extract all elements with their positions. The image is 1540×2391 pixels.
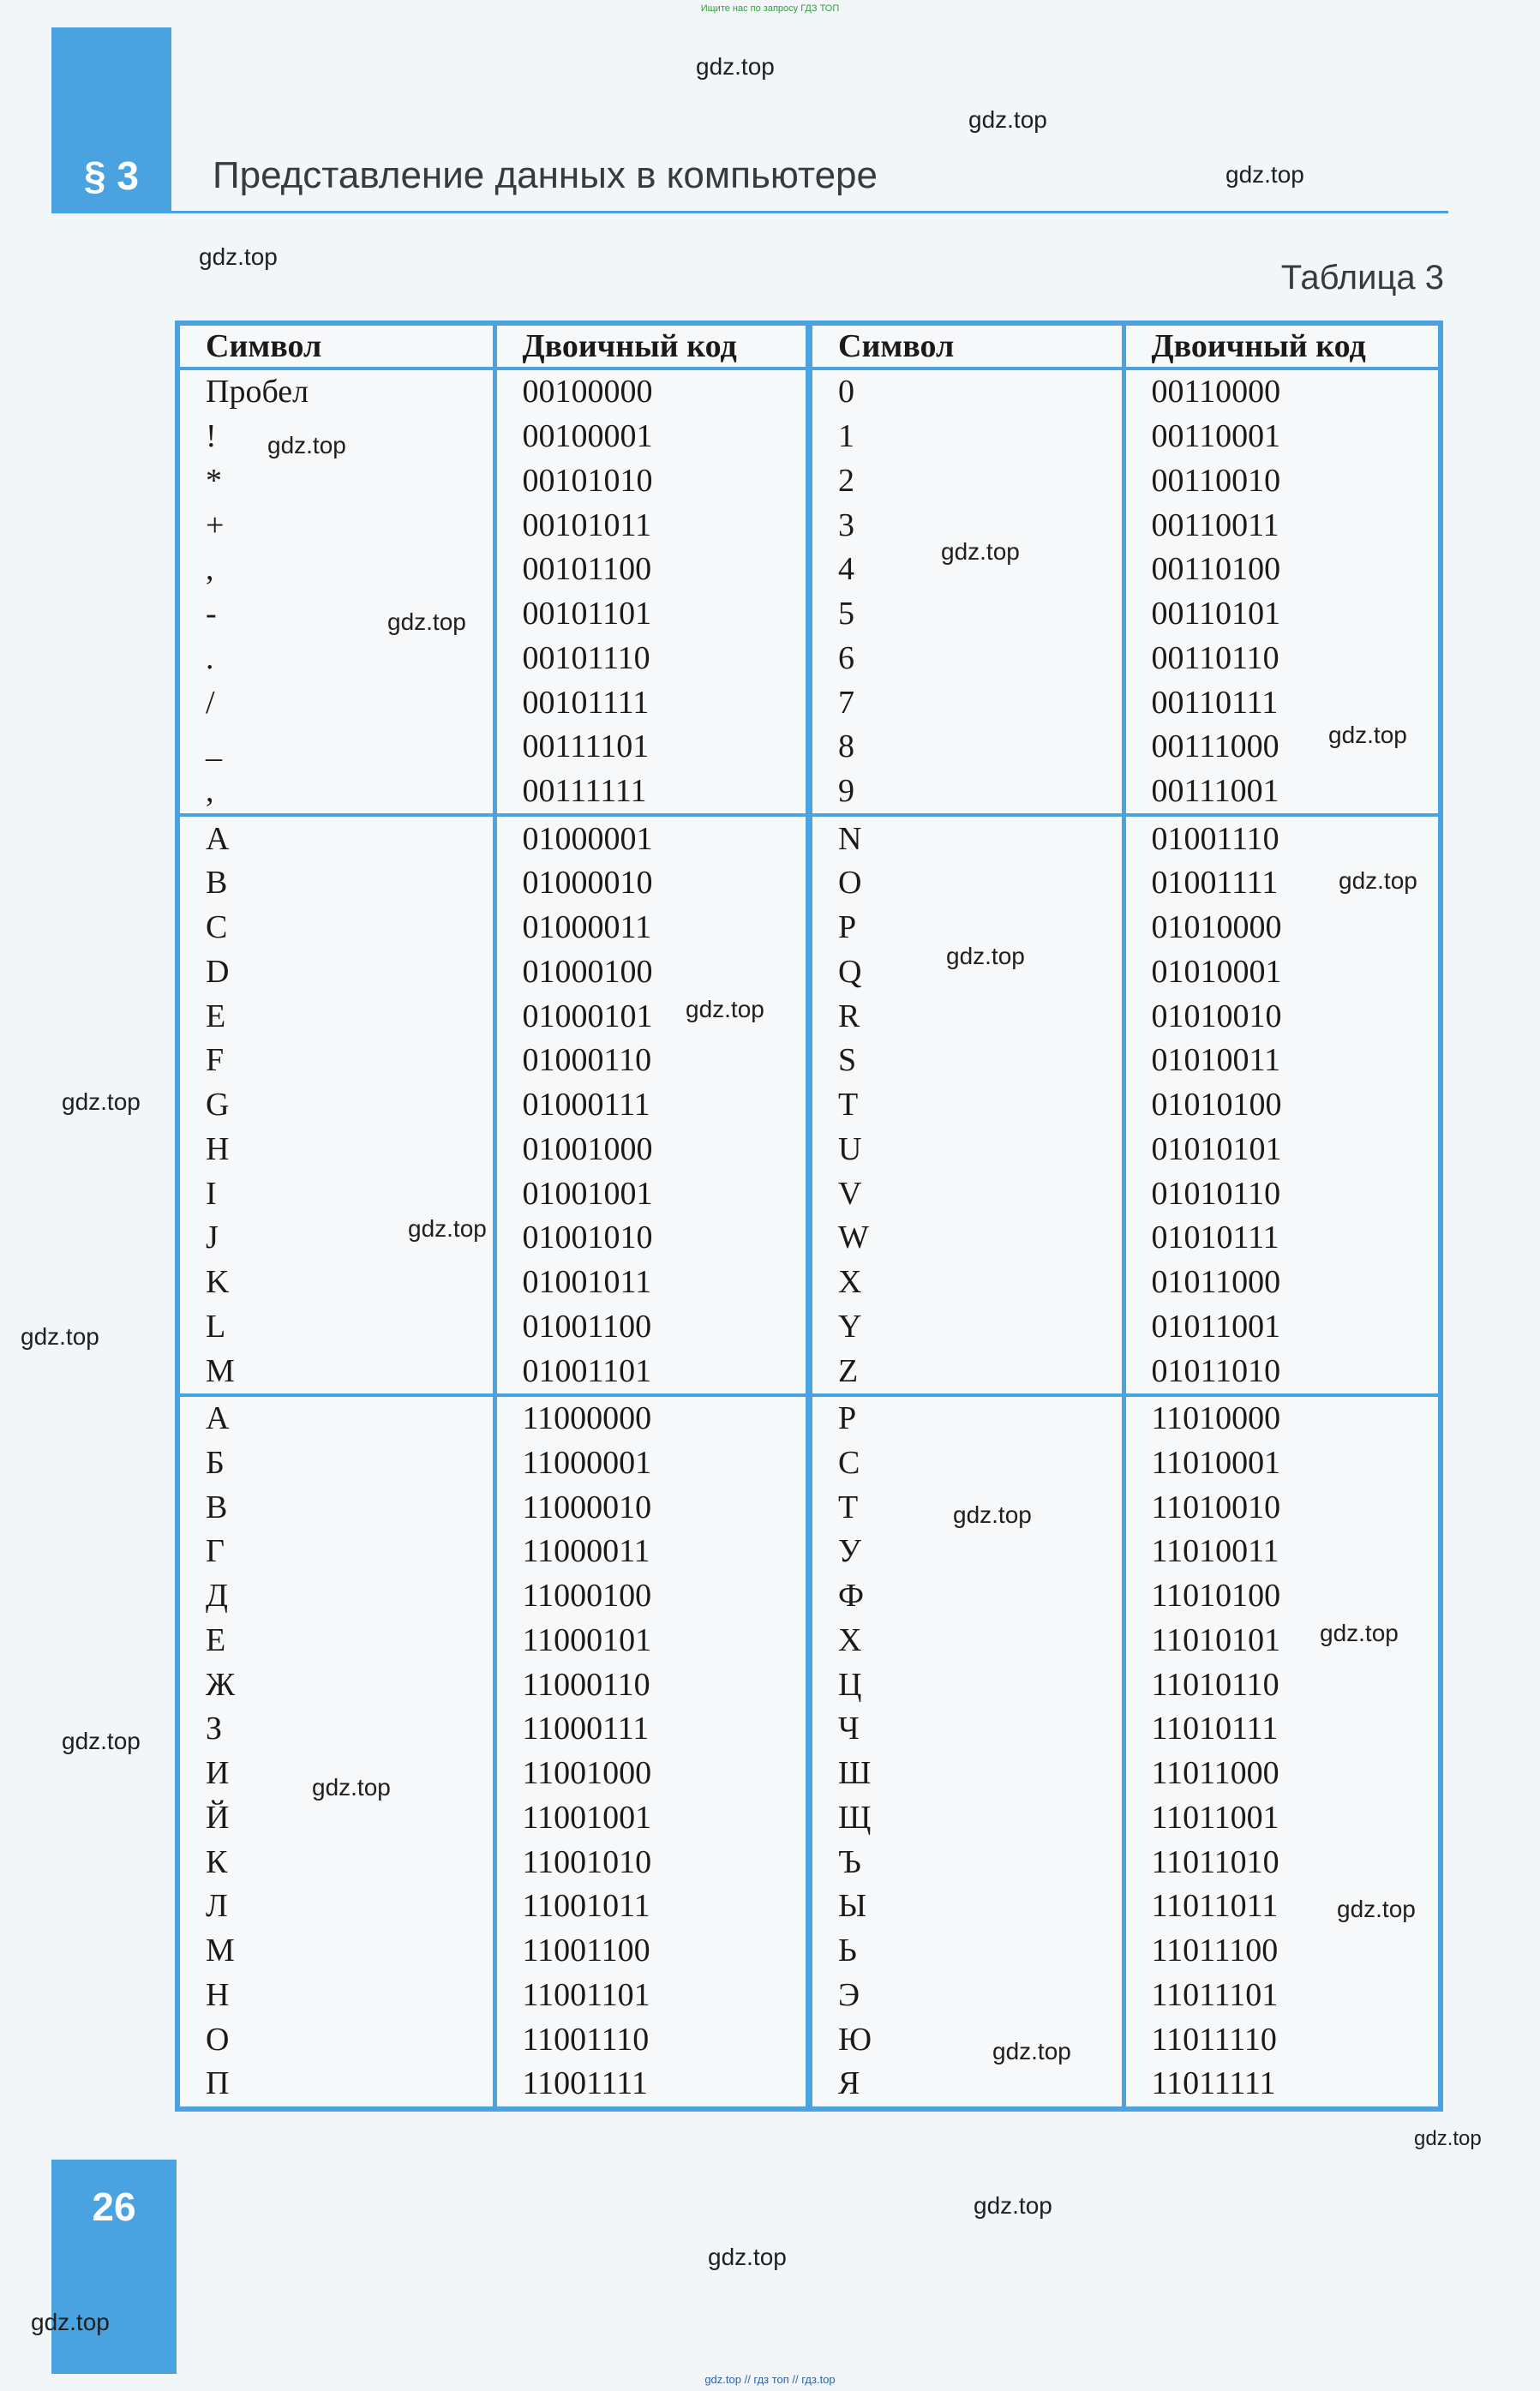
symbol-cell: + bbox=[180, 503, 494, 548]
watermark: gdz.top bbox=[992, 2038, 1071, 2064]
top-note: Ищите нас по запросу ГДЗ ТОП bbox=[700, 3, 840, 14]
binary-code-cell: 01000001 bbox=[494, 815, 809, 861]
symbol-cell: О bbox=[180, 2017, 494, 2062]
symbol-cell: / bbox=[180, 680, 494, 725]
table-row bbox=[180, 415, 1438, 459]
page-number: 26 bbox=[92, 2184, 136, 2229]
binary-code-cell: 11010010 bbox=[1151, 1489, 1281, 1525]
symbol-cell: Z bbox=[809, 1349, 1124, 1395]
symbol-cell: 8 bbox=[809, 725, 1124, 770]
watermark: gdz.top bbox=[408, 1215, 487, 1242]
watermark: gdz.top bbox=[1337, 1896, 1416, 1922]
table-row bbox=[180, 1929, 1438, 1974]
binary-code-cell: 11000100 bbox=[494, 1574, 809, 1619]
binary-code-cell: 11001111 bbox=[494, 2062, 809, 2106]
symbol-cell: Щ bbox=[809, 1796, 1124, 1841]
binary-code-cell: 00110101 bbox=[1151, 596, 1281, 632]
symbol-cell: R bbox=[809, 994, 1124, 1039]
table-row bbox=[180, 1619, 1438, 1663]
symbol-cell: I bbox=[180, 1172, 494, 1216]
watermark: gdz.top bbox=[686, 996, 764, 1022]
binary-code-cell: 11010000 bbox=[1151, 1400, 1281, 1437]
symbol-cell: А bbox=[180, 1395, 494, 1441]
header-divider bbox=[51, 211, 1448, 213]
watermark: gdz.top bbox=[1320, 1620, 1399, 1646]
binary-code-cell: 01010110 bbox=[1151, 1175, 1281, 1212]
binary-code-cell: 01001001 bbox=[494, 1172, 809, 1216]
table-row bbox=[180, 1574, 1438, 1619]
table-body bbox=[180, 369, 1438, 2106]
binary-code-cell: 01000111 bbox=[494, 1083, 809, 1128]
binary-code-cell: 11011000 bbox=[1151, 1755, 1279, 1792]
binary-code-cell: 00101010 bbox=[494, 458, 809, 503]
binary-code-cell: 01011000 bbox=[1151, 1264, 1281, 1301]
symbol-cell: 6 bbox=[809, 636, 1124, 680]
page-title: Представление данных в компьютере bbox=[213, 154, 878, 196]
binary-code-cell: 01010111 bbox=[1151, 1219, 1279, 1256]
symbol-cell: 5 bbox=[809, 592, 1124, 637]
table-row bbox=[180, 1485, 1438, 1530]
watermark: gdz.top bbox=[696, 53, 775, 80]
watermark: gdz.top bbox=[21, 1323, 99, 1350]
symbol-cell: Л bbox=[180, 1885, 494, 1929]
binary-code-cell: 11000011 bbox=[494, 1530, 809, 1574]
binary-code-cell: 00101100 bbox=[494, 548, 809, 592]
binary-code-cell: 11000101 bbox=[494, 1619, 809, 1663]
binary-code-cell: 00110110 bbox=[1151, 639, 1279, 676]
watermark: gdz.top bbox=[708, 2244, 787, 2270]
symbol-cell: Ы bbox=[809, 1885, 1124, 1929]
binary-code-cell: 01000101 bbox=[494, 994, 809, 1039]
binary-code-cell: 01001100 bbox=[494, 1304, 809, 1349]
binary-code-cell: 01010100 bbox=[1151, 1087, 1282, 1124]
symbol-cell: ! bbox=[180, 415, 494, 459]
binary-code-cell: 11001001 bbox=[494, 1796, 809, 1841]
binary-code-cell: 11011100 bbox=[1151, 1933, 1279, 1969]
column-header: Символ bbox=[809, 326, 1124, 369]
binary-code-cell: 11011111 bbox=[1151, 2065, 1276, 2102]
symbol-cell: - bbox=[180, 592, 494, 637]
table-row bbox=[180, 503, 1438, 548]
symbol-cell: Е bbox=[180, 1619, 494, 1663]
symbol-cell: Х bbox=[809, 1619, 1124, 1663]
symbol-cell: Y bbox=[809, 1304, 1124, 1349]
table-row bbox=[180, 548, 1438, 592]
binary-code-cell: 01001111 bbox=[1151, 865, 1279, 902]
binary-code-cell: 01011001 bbox=[1151, 1308, 1281, 1345]
watermark: gdz.top bbox=[1225, 161, 1304, 188]
binary-code-cell: 11001010 bbox=[494, 1840, 809, 1885]
watermark: gdz.top bbox=[1414, 2127, 1482, 2150]
table-row bbox=[180, 680, 1438, 725]
table-header-row bbox=[180, 326, 1438, 369]
watermark: gdz.top bbox=[62, 1088, 141, 1115]
symbol-cell: Ш bbox=[809, 1752, 1124, 1796]
binary-code-cell: 11011010 bbox=[1151, 1843, 1279, 1880]
table-row bbox=[180, 1796, 1438, 1841]
table-row bbox=[180, 1349, 1438, 1395]
table-row bbox=[180, 1216, 1438, 1261]
binary-code-cell: 11010110 bbox=[1151, 1666, 1279, 1703]
symbol-cell: G bbox=[180, 1083, 494, 1128]
symbol-cell: 0 bbox=[809, 369, 1124, 415]
binary-code-cell: 00100000 bbox=[494, 369, 809, 415]
table-row bbox=[180, 2017, 1438, 2062]
symbol-cell: B bbox=[180, 861, 494, 906]
binary-code-cell: 11010001 bbox=[1151, 1444, 1281, 1481]
symbol-cell: A bbox=[180, 815, 494, 861]
table-row bbox=[180, 815, 1438, 861]
binary-code-cell: 01000100 bbox=[494, 950, 809, 995]
binary-code-cell: 00110010 bbox=[1151, 462, 1281, 499]
binary-code-cell: 11001000 bbox=[494, 1752, 809, 1796]
symbol-cell: К bbox=[180, 1840, 494, 1885]
binary-code-cell: 11011011 bbox=[1151, 1888, 1279, 1925]
table-row bbox=[180, 1885, 1438, 1929]
binary-code-cell: 00111111 bbox=[494, 770, 809, 816]
symbol-cell: V bbox=[809, 1172, 1124, 1216]
watermark: gdz.top bbox=[199, 243, 278, 270]
binary-code-cell: 00101101 bbox=[494, 592, 809, 637]
symbol-cell: P bbox=[809, 906, 1124, 950]
binary-code-cell: 11010100 bbox=[1151, 1578, 1281, 1615]
symbol-cell: C bbox=[180, 906, 494, 950]
binary-code-cell: 01001000 bbox=[494, 1127, 809, 1172]
binary-code-cell: 00110100 bbox=[1151, 551, 1281, 588]
watermark: gdz.top bbox=[1339, 867, 1417, 894]
binary-code-cell: 01001101 bbox=[494, 1349, 809, 1395]
symbol-cell: U bbox=[809, 1127, 1124, 1172]
watermark: gdz.top bbox=[31, 2309, 110, 2335]
symbol-cell: D bbox=[180, 950, 494, 995]
table-row bbox=[180, 1663, 1438, 1707]
table-row bbox=[180, 950, 1438, 995]
symbol-cell: 3 bbox=[809, 503, 1124, 548]
binary-code-cell: 01010010 bbox=[1151, 998, 1282, 1034]
symbol-cell: Й bbox=[180, 1796, 494, 1841]
section-number: § 3 bbox=[84, 153, 139, 198]
symbol-cell: М bbox=[180, 1929, 494, 1974]
table-row bbox=[180, 1304, 1438, 1349]
table-row bbox=[180, 1395, 1438, 1441]
symbol-cell: J bbox=[180, 1216, 494, 1261]
symbol-cell: * bbox=[180, 458, 494, 503]
binary-code-cell: 00101110 bbox=[494, 636, 809, 680]
binary-code-cell: 11001100 bbox=[494, 1929, 809, 1974]
symbol-cell: Ъ bbox=[809, 1840, 1124, 1885]
watermark: gdz.top bbox=[953, 1501, 1032, 1528]
binary-code-cell: 00111000 bbox=[1151, 728, 1279, 765]
binary-code-cell: 01010011 bbox=[1151, 1042, 1281, 1079]
symbol-cell: N bbox=[809, 815, 1124, 861]
symbol-cell: Ж bbox=[180, 1663, 494, 1707]
binary-code-cell: 01010000 bbox=[1151, 909, 1282, 946]
column-header: Двоичный код bbox=[494, 326, 809, 369]
watermark: gdz.top bbox=[941, 538, 1020, 565]
symbol-cell: Ю bbox=[809, 2017, 1124, 2062]
binary-code-cell: 11011110 bbox=[1151, 2021, 1277, 2058]
binary-code-cell: 11011001 bbox=[1151, 1799, 1279, 1836]
binary-code-cell: 01010001 bbox=[1151, 953, 1282, 990]
symbol-cell: 9 bbox=[809, 770, 1124, 816]
table-row bbox=[180, 725, 1438, 770]
symbol-cell: _ bbox=[180, 725, 494, 770]
table-row bbox=[180, 1973, 1438, 2017]
symbol-cell: X bbox=[809, 1261, 1124, 1305]
symbol-cell: H bbox=[180, 1127, 494, 1172]
symbol-cell: Q bbox=[809, 950, 1124, 995]
symbol-cell: Ц bbox=[809, 1663, 1124, 1707]
watermark: gdz.top bbox=[267, 432, 346, 458]
symbol-cell: T bbox=[809, 1083, 1124, 1128]
table-row bbox=[180, 770, 1438, 816]
binary-code-cell: 00110001 bbox=[1151, 418, 1281, 455]
symbol-cell: 4 bbox=[809, 548, 1124, 592]
symbol-cell: 7 bbox=[809, 680, 1124, 725]
binary-code-cell: 00101011 bbox=[494, 503, 809, 548]
binary-code-cell: 00101111 bbox=[494, 680, 809, 725]
symbol-cell: E bbox=[180, 994, 494, 1039]
symbol-cell: У bbox=[809, 1530, 1124, 1574]
watermark: gdz.top bbox=[946, 943, 1025, 969]
column-header: Символ bbox=[180, 326, 494, 369]
binary-code-cell: 00111001 bbox=[1124, 770, 1438, 816]
binary-code-cell: 00110111 bbox=[1151, 684, 1279, 721]
symbol-cell: Р bbox=[809, 1395, 1124, 1441]
table-row bbox=[180, 861, 1438, 906]
watermark: gdz.top bbox=[62, 1728, 141, 1754]
table-row bbox=[180, 369, 1438, 415]
symbol-cell: Ь bbox=[809, 1929, 1124, 1974]
symbol-cell: , bbox=[180, 770, 494, 816]
table-row bbox=[180, 1261, 1438, 1305]
symbol-cell: K bbox=[180, 1261, 494, 1305]
symbol-cell: Н bbox=[180, 1973, 494, 2017]
binary-code-cell: 11010101 bbox=[1151, 1621, 1281, 1658]
symbol-cell: Д bbox=[180, 1574, 494, 1619]
binary-code-cell: 11000110 bbox=[494, 1663, 809, 1707]
binary-code-cell: 01000110 bbox=[494, 1039, 809, 1083]
symbol-cell: Пробел bbox=[180, 369, 494, 415]
table-row bbox=[180, 1530, 1438, 1574]
symbol-cell: M bbox=[180, 1349, 494, 1395]
binary-code-cell: 01001011 bbox=[494, 1261, 809, 1305]
symbol-cell: 2 bbox=[809, 458, 1124, 503]
symbol-cell: Я bbox=[809, 2062, 1124, 2106]
symbol-cell: 1 bbox=[809, 415, 1124, 459]
binary-code-cell: 11001101 bbox=[494, 1973, 809, 2017]
binary-code-cell: 11010111 bbox=[1151, 1711, 1279, 1747]
binary-code-cell: 01000010 bbox=[494, 861, 809, 906]
table-row bbox=[180, 1707, 1438, 1752]
table-row bbox=[180, 1441, 1438, 1486]
watermark: gdz.top bbox=[1328, 722, 1407, 748]
symbol-cell: Т bbox=[809, 1485, 1124, 1530]
symbol-cell: П bbox=[180, 2062, 494, 2106]
table-label: Таблица 3 bbox=[1280, 259, 1444, 297]
bottom-note: gdz.top // гдз топ // гдз.top bbox=[704, 2373, 836, 2386]
table-row bbox=[180, 1172, 1438, 1216]
binary-code-cell: 11001011 bbox=[494, 1885, 809, 1929]
binary-code-cell: 11011101 bbox=[1151, 1976, 1279, 2013]
table-row bbox=[180, 994, 1438, 1039]
symbol-cell: Г bbox=[180, 1530, 494, 1574]
symbol-cell: Б bbox=[180, 1441, 494, 1486]
symbol-cell: И bbox=[180, 1752, 494, 1796]
binary-code-cell: 00110011 bbox=[1151, 506, 1279, 543]
symbol-cell: O bbox=[809, 861, 1124, 906]
symbol-cell: В bbox=[180, 1485, 494, 1530]
binary-code-cell: 11000010 bbox=[494, 1485, 809, 1530]
symbol-cell: F bbox=[180, 1039, 494, 1083]
symbol-cell: З bbox=[180, 1707, 494, 1752]
table-row bbox=[180, 1127, 1438, 1172]
column-header: Двоичный код bbox=[1124, 326, 1438, 369]
symbol-cell: , bbox=[180, 548, 494, 592]
binary-code-cell: 11001110 bbox=[494, 2017, 809, 2062]
table-row bbox=[180, 2062, 1438, 2106]
binary-code-cell: 00100001 bbox=[494, 415, 809, 459]
symbol-cell: S bbox=[809, 1039, 1124, 1083]
watermark: gdz.top bbox=[312, 1774, 391, 1801]
table-row bbox=[180, 1039, 1438, 1083]
watermark: gdz.top bbox=[387, 608, 466, 635]
binary-code-cell: 11000001 bbox=[494, 1441, 809, 1486]
symbol-cell: W bbox=[809, 1216, 1124, 1261]
symbol-cell: Э bbox=[809, 1973, 1124, 2017]
symbol-cell: Ч bbox=[809, 1707, 1124, 1752]
symbol-cell: Ф bbox=[809, 1574, 1124, 1619]
table-row bbox=[180, 906, 1438, 950]
binary-code-cell: 11010011 bbox=[1151, 1533, 1279, 1570]
watermark: gdz.top bbox=[974, 2192, 1052, 2219]
binary-code-cell: 01010101 bbox=[1151, 1130, 1282, 1167]
encoding-table bbox=[175, 321, 1443, 2112]
watermark: gdz.top bbox=[968, 106, 1047, 133]
table-row bbox=[180, 1840, 1438, 1885]
table-row bbox=[180, 636, 1438, 680]
binary-code-cell: 01011010 bbox=[1124, 1349, 1438, 1395]
table-row bbox=[180, 458, 1438, 503]
symbol-cell: L bbox=[180, 1304, 494, 1349]
table-row bbox=[180, 592, 1438, 637]
binary-code-cell: 11000000 bbox=[494, 1395, 809, 1441]
binary-code-cell: 11000111 bbox=[494, 1707, 809, 1752]
binary-code-cell: 01001010 bbox=[494, 1216, 809, 1261]
table-row bbox=[180, 1083, 1438, 1128]
symbol-cell: С bbox=[809, 1441, 1124, 1486]
binary-code-cell: 01001110 bbox=[1151, 820, 1279, 857]
binary-code-cell: 01000011 bbox=[494, 906, 809, 950]
binary-code-cell: 00110000 bbox=[1151, 374, 1281, 410]
symbol-cell: . bbox=[180, 636, 494, 680]
binary-code-cell: 00111101 bbox=[494, 725, 809, 770]
